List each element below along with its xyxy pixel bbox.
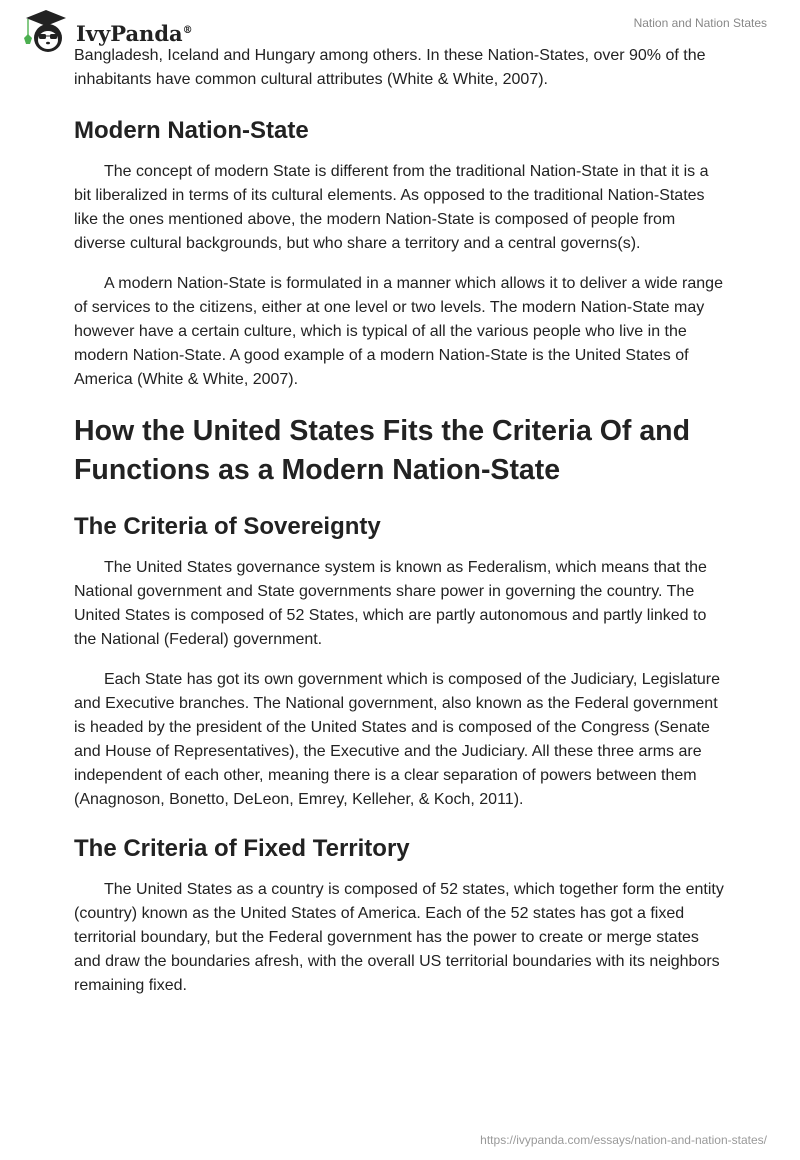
- essay-content: [74, 44, 728, 1014]
- page-url[interactable]: https://ivypanda.com/essays/nation-and-nation-states/: [480, 1133, 767, 1147]
- section-heading: The Criteria of Sovereignty: [74, 513, 381, 540]
- logo-text: [76, 21, 193, 46]
- section-heading: Modern Nation-State: [74, 117, 309, 144]
- paragraph: The concept of modern State is different from the traditional Nation-State in that it is a bit liberalized in terms of its cultural elements. As opposed to the traditional Nation-States like the ones mentioned above, the modern Nation-State is composed of people from diverse cultural backgrounds, but who share a territory and a central governs(s).: [74, 163, 709, 252]
- paragraph: The United States governance system is known as Federalism, which means that the National government and State governments share power in governing the country. The United States is composed of 52 States, which are partly autonomous and partly linked to the National (Federal) government.: [74, 559, 707, 648]
- page-header: [0, 0, 800, 44]
- paragraph: A modern Nation-State is formulated in a manner which allows it to deliver a wide range of services to the citizens, either at one level or two levels. The modern Nation-State may however have a certain culture, which is typical of all the various people who live in the modern Nation-State. A good example of a modern Nation-State is the United States of America (White & White, 2007).: [74, 275, 723, 388]
- main-heading: How the United States Fits the Criteria Of and Functions as a Modern Nation-State: [74, 415, 690, 486]
- paragraph: Each State has got its own government which is composed of the Judiciary, Legislature and Executive branches. The National government, also known as the Federal government is headed by the president of the United States and is composed of the Congress (Senate and House of Representatives), the Executive and the Judiciary. All these three arms are independent of each other, meaning there is a clear separation of powers between them (Anagnoson, Bonetto, DeLeon, Emrey, Kelleher, & Koch, 2011).: [74, 671, 721, 808]
- registered-mark: ®: [182, 24, 193, 36]
- document-title: Nation and Nation States: [633, 16, 767, 30]
- logo-name: IvyPanda: [76, 20, 183, 46]
- paragraph: The United States as a country is composed of 52 states, which together form the entity (country) known as the United States of America. Each of the 52 states has got a fixed territorial boundary, but the Federal government has the power to create or merge states and draw the boundaries afresh, with the overall US territorial boundaries with its neighbors remaining fixed.: [74, 881, 724, 994]
- paragraph: Bangladesh, Iceland and Hungary among others. In these Nation-States, over 90% of the inhabitants have common cultural attributes (White & White, 2007).: [74, 47, 706, 88]
- section-heading: The Criteria of Fixed Territory: [74, 835, 410, 862]
- panda-graduate-icon: [20, 8, 72, 54]
